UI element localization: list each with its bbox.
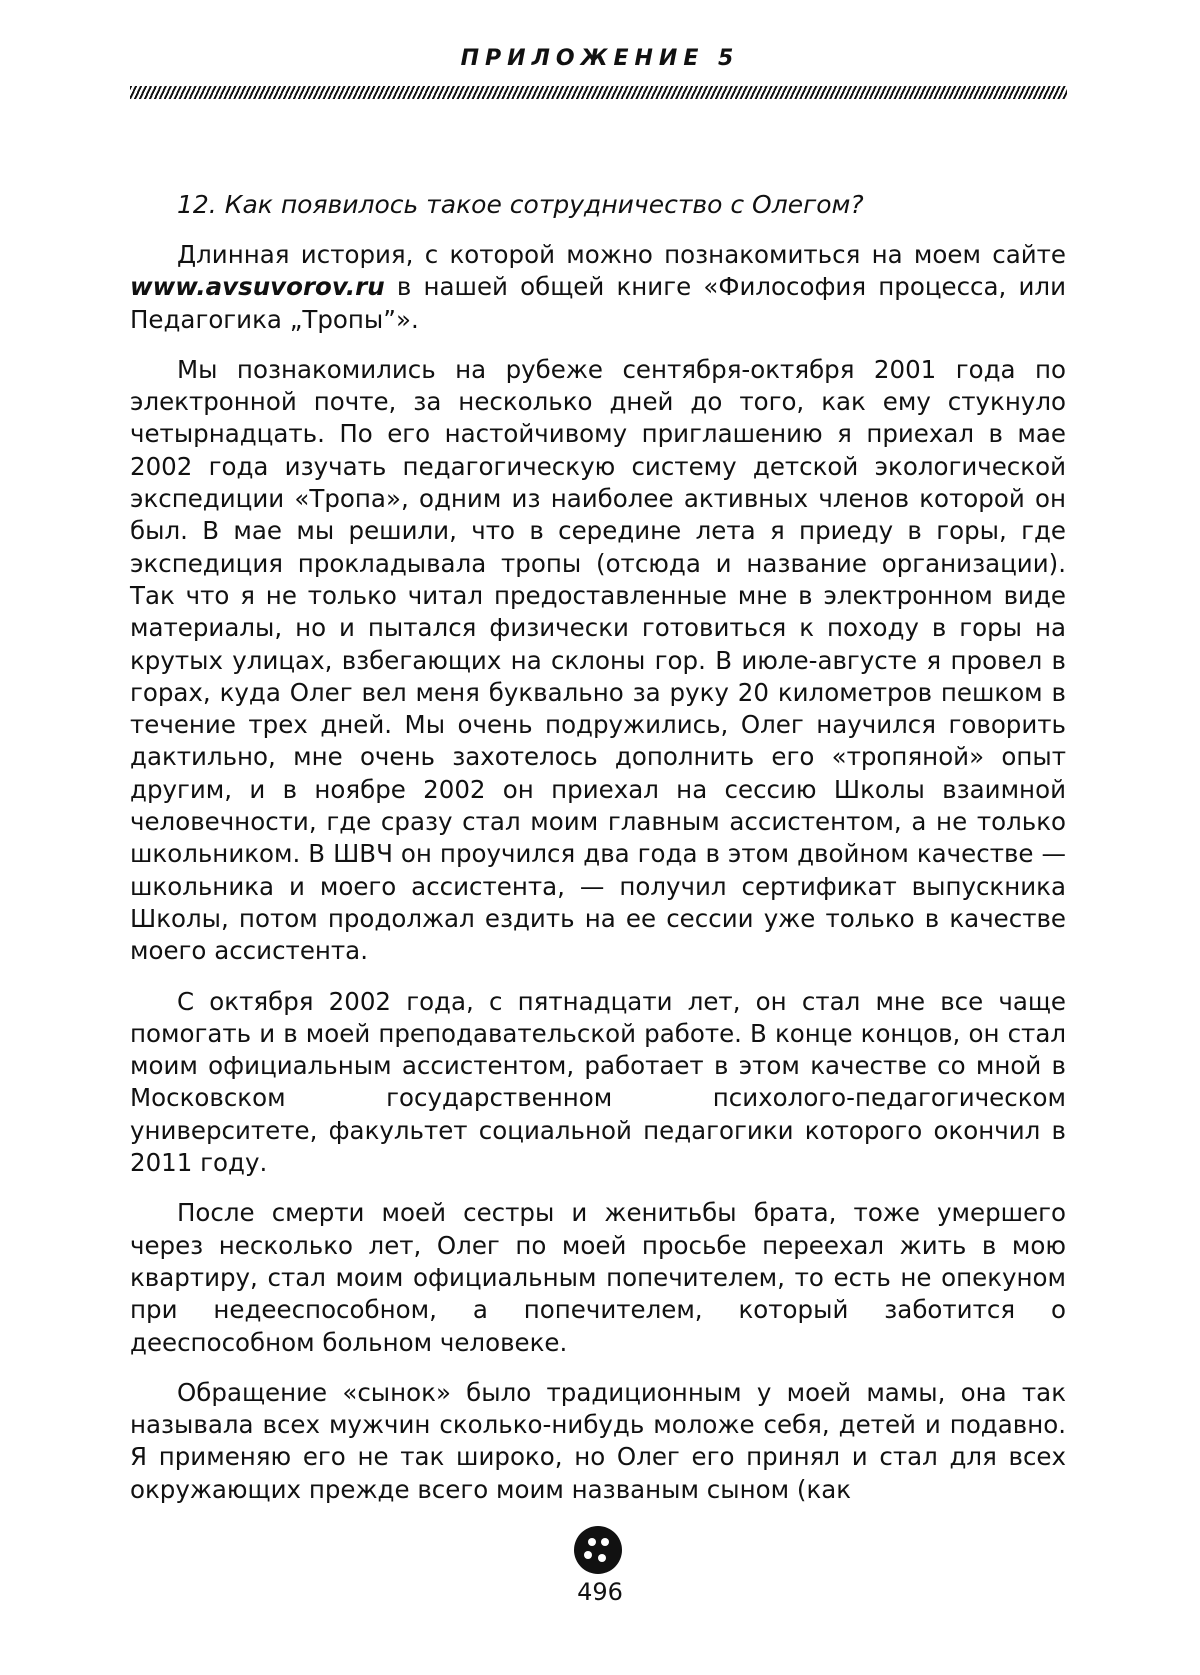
hatched-divider bbox=[130, 86, 1067, 99]
page-number: 496 bbox=[577, 1578, 623, 1606]
paragraph-acquaintance: Мы познакомились на рубеже сентября-октября 2001 года по электронной почте, за несколько дней до того, как ему стукнуло четырнадцать. По его настойчивому приглашению я приехал в мае 2002 года изучать педагогическую систему детской экологической экспедиции «Тропа», одним из наиболее активных членов которой он был. В мае мы решили, что в середине лета я приеду в горы, где экспедиция прокладывала тропы (отсюда и название организации). Так что я не только читал предоставленные мне в электронном виде материалы, но и пытался физически готовиться к походу в горы на крутых улицах, взбегающих на склоны гор. В июле-августе я провел в горах, куда Олег вел меня буквально за руку 20 километров пешком в течение трех дней. Мы очень подружились, Олег научился говорить дактильно, мне очень захотелось дополнить его «тропяной» опыт другим, и в ноябре 2002 он приехал на сессию Школы взаимной человечности, где сразу стал моим главным ассистентом, а не только школьником. В ШВЧ он проучился два года в этом двойном качестве — школьника и моего ассистента, — получил сертификат выпускника Школы, потом продолжал ездить на ее сессии уже только в качестве моего ассистента. bbox=[130, 354, 1066, 966]
paragraph-assistant: С октября 2002 года, с пятнадцати лет, он стал мне все чаще помогать и в моей преподавательской работе. В конце концов, он стал моим официальным ассистентом, работает в этом качестве со мной в Московском государственном психолого-педагогическом университете, факультет социальной педагогики которого окончил в 2011 году. bbox=[130, 986, 1066, 1178]
paragraph-guardian: После смерти моей сестры и женитьбы брата, тоже умершего через несколько лет, Олег по моей просьбе переехал жить в мою квартиру, стал моим официальным попечителем, то есть не опекуном при недееспособном, а попечителем, который заботится о дееспособном больном человеке. bbox=[130, 1198, 1066, 1357]
ornament-dot bbox=[584, 1551, 592, 1559]
page-body bbox=[130, 188, 1066, 1524]
intro-paragraph bbox=[130, 239, 1066, 336]
ornament-dot bbox=[588, 1538, 596, 1546]
paragraph-son: Обращение «сынок» было традиционным у моей мамы, она так называла всех мужчин сколько-нибудь моложе себя, детей и подавно. Я применяю его не так широко, но Олег его принял и стал для всех окружающих прежде всего моим названым сыном (как bbox=[130, 1377, 1066, 1504]
website-link: www.avsuvorov.ru bbox=[130, 272, 385, 302]
intro-text-before-link: Длинная история, с которой можно познакомиться на моем сайте bbox=[177, 240, 1066, 269]
running-title: ПРИЛОЖЕНИЕ 5 bbox=[460, 46, 740, 71]
braille-dots-icon bbox=[574, 1526, 622, 1574]
ornament-dot bbox=[598, 1554, 606, 1562]
question-heading: 12. Как появилось такое сотрудничество с Олегом? bbox=[177, 190, 864, 219]
ornament-dot bbox=[601, 1538, 609, 1546]
intro-text-after-link: в нашей общей книге «Философия процесса, или Педагогика „Тропы”». bbox=[130, 272, 1066, 334]
